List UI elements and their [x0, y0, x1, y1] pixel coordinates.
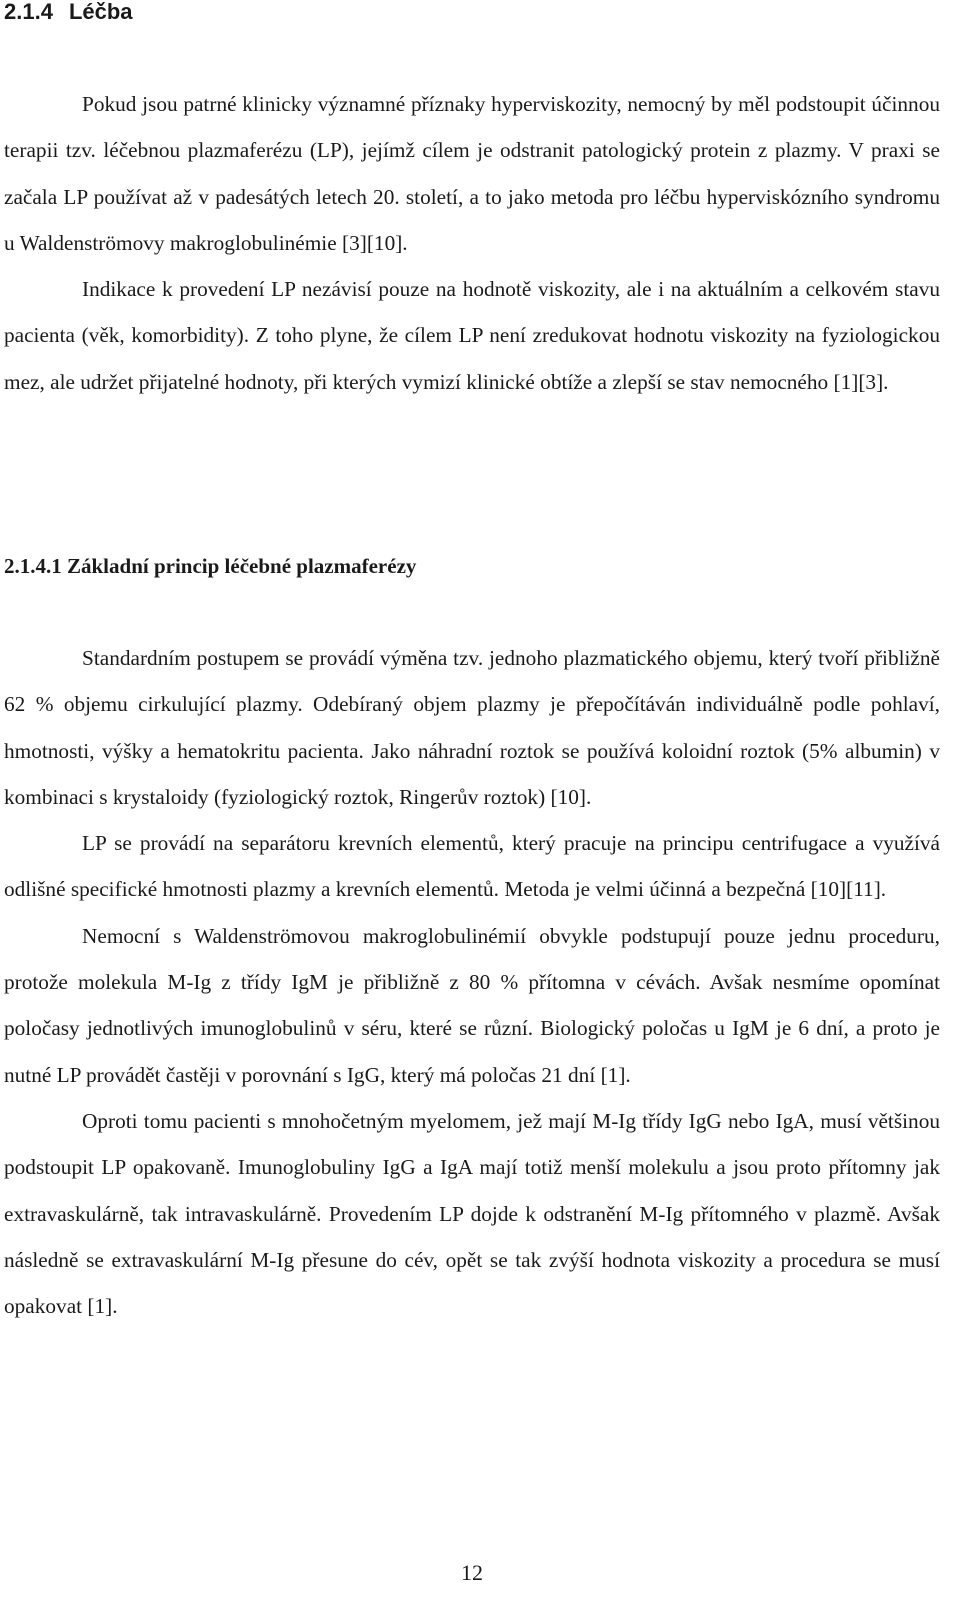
paragraph: Standardním postupem se provádí výměna tzv. jednoho plazmatického objemu, který tvoří přibližně 62 % objemu cirkulující plazmy. Odebíraný objem plazmy je přepočítáván individuálně podle pohlaví, hmotnosti, výšky a hematokritu pacienta. Jako náhradní roztok se používá koloidní roztok (5% albumin) v kombinaci s krystaloidy (fyziologický roztok, Ringerův roztok) [10].	[4, 646, 940, 809]
paragraph: Pokud jsou patrné klinicky významné příznaky hyperviskozity, nemocný by měl podstoupit účinnou terapii tzv. léčebnou plazmaferézu (LP), jejímž cílem je odstranit patologický protein z plazmy. V praxi se začala LP používat až v padesátých letech 20. století, a to jako metoda pro léčbu hyperviskózního syndromu u Waldenströmovy makroglobulinémie [3][10].	[4, 92, 940, 255]
section-number: 2.1.4	[4, 0, 53, 24]
paragraph: Oproti tomu pacienti s mnohočetným myelomem, jež mají M-Ig třídy IgG nebo IgA, musí většinou podstoupit LP opakovaně. Imunoglobuliny IgG a IgA mají totiž menší molekulu a jsou proto přítomny jak extravaskulárně, tak intravaskulárně. Provedením LP dojde k odstranění M-Ig přítomného v plazmě. Avšak následně se extravaskulární M-Ig přesune do cév, opět se tak zvýší hodnota viskozity a procedura se musí opakovat [1].	[4, 1108, 940, 1319]
paragraph: Indikace k provedení LP nezávisí pouze na hodnotě viskozity, ale i na aktuálním a celkovém stavu pacienta (věk, komorbidity). Z toho plyne, že cílem LP není zredukovat hodnotu viskozity na fyziologickou mez, ale udržet přijatelné hodnoty, při kterých vymizí klinické obtíže a zlepší se stav nemocného [1][3].	[4, 277, 940, 394]
paragraph: Nemocní s Waldenströmovou makroglobulinémií obvykle podstupují pouze jednu proceduru, protože molekula M-Ig z třídy IgM je přibližně z 80 % přítomna v cévách. Avšak nesmíme opomínat poločasy jednotlivých imunoglobulinů v séru, které se různí. Biologický poločas u IgM je 6 dní, a proto je nutné LP provádět častěji v porovnání s IgG, který má poločas 21 dní [1].	[4, 923, 940, 1087]
section-title: Léčba	[68, 0, 133, 24]
section-body	[4, 81, 940, 405]
page-number: 12	[461, 1560, 483, 1585]
section-heading	[4, 0, 133, 25]
subsection-heading: 2.1.4.1 Základní princip léčebné plazmaferézy	[4, 554, 417, 578]
subsection-body	[4, 635, 940, 1329]
paragraph: LP se provádí na separátoru krevních elementů, který pracuje na principu centrifugace a využívá odlišné specifické hmotnosti plazmy a krevních elementů. Metoda je velmi účinná a bezpečná [10][11].	[4, 831, 940, 902]
